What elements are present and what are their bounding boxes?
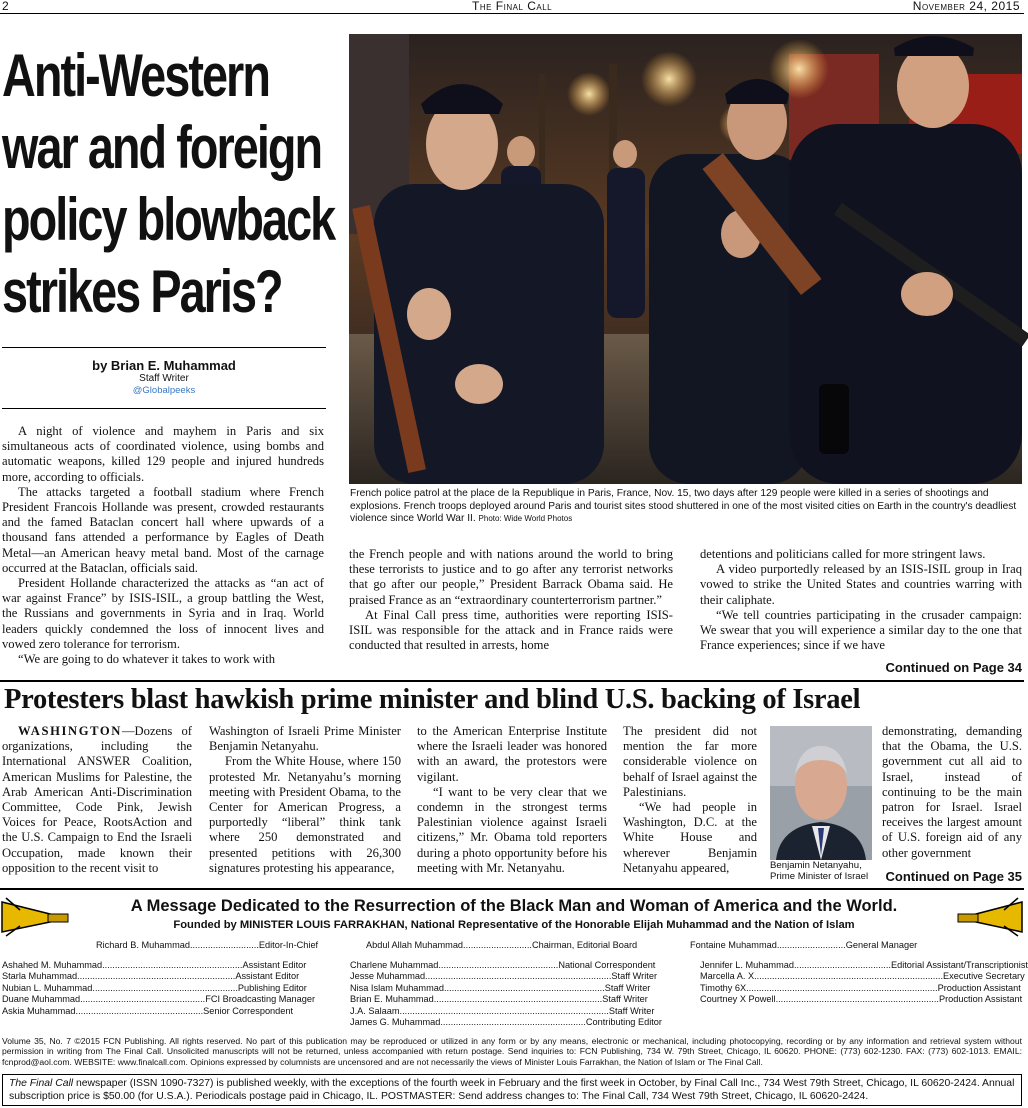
publication-name: The Final Call <box>472 0 553 13</box>
second-column-1 <box>2 724 192 880</box>
staff-entry: Charlene Muhammad...............................................National Correspondent <box>350 960 656 970</box>
byline-title: Staff Writer <box>139 373 189 384</box>
issue-date: November 24, 2015 <box>912 0 1020 13</box>
staff-entry: Brian E. Muhammad..................................................................Staff Writer <box>350 994 648 1005</box>
staff-entry: James G. Muhammad.........................................................Contributing Editor <box>350 1017 662 1028</box>
lead-column-1 <box>2 424 324 670</box>
masthead-rule <box>0 888 1024 890</box>
postal-notice-box <box>2 1074 1022 1106</box>
paragraph: At Final Call press time, authorities were reporting ISIS-ISIL was responsible for the attack and in France raids were conducted that resulted in arrests, home <box>349 607 673 653</box>
dateline: WASHINGTON <box>18 724 122 738</box>
paragraph: the French people and with nations around the world to bring these terrorists to justice and to go after any terrorist networks that go after our people,” President Barrack Obama said. He praised France as an “extraordinary counterterrorism partner.” <box>349 547 673 607</box>
staff-entry: Abdul Allah Muhammad...........................Chairman, Editorial Board <box>366 940 638 950</box>
headline-rule <box>2 347 326 348</box>
netanyahu-photo-caption <box>770 860 874 883</box>
staff-entry: Marcella A. X..........................................................................Executive Secretary <box>700 971 1025 982</box>
staff-entry: Nisa Islam Muhammad...............................................................Staff Writer <box>350 982 651 993</box>
paragraph: President Hollande characterized the attacks as “an act of war against France” by ISIS-ISIL, a group battling the West, the Russians and governments in Syria and in Iraq. World leaders quickly condemned the loss of innocent lives and vowed zero tolerance for terrorism. <box>2 576 324 651</box>
lead-headline: Anti-Western war and foreign policy blowback strikes Paris? <box>2 42 335 325</box>
lead-continued-link[interactable]: Continued on Page 34 <box>885 660 1022 675</box>
lead-column-3 <box>700 547 1022 653</box>
staff-entry: J.A. Salaam..................................................................................Staff Writer <box>350 1005 655 1016</box>
staff-column-3 <box>700 960 1028 1006</box>
second-column-2 <box>209 724 401 880</box>
masthead-message: A Message Dedicated to the Resurrection of the Black Man and Woman of America and the World. <box>130 897 898 915</box>
lead-column-2 <box>349 547 673 671</box>
paragraph: “We had people in Washington, D.C. at the White House and wherever Benjamin Netanyahu appeared, <box>623 800 757 875</box>
paper-name: The Final Call <box>9 1078 74 1089</box>
staff-top-3 <box>690 940 930 951</box>
lead-photo-caption <box>350 488 1022 526</box>
staff-entry: Richard B. Muhammad...........................Editor-In-Chief <box>96 940 319 950</box>
second-headline: Protesters blast hawkish prime minister and blind U.S. backing of Israel <box>4 684 861 715</box>
staff-top-2 <box>366 940 656 951</box>
staff-entry: Nubian L. Muhammad.........................................................Publishing Editor <box>2 982 307 993</box>
paragraph: A video purportedly released by an ISIS-ISIL group in Iraq vowed to strike the United States and countries warring with their caliphate. <box>700 562 1022 607</box>
paragraph: “We are going to do whatever it takes to work with <box>18 652 276 667</box>
trumpet-icon <box>0 892 70 940</box>
masthead-founded: Founded by MINISTER LOUIS FARRAKHAN, National Representative of the Honorable Elijah Muhammad and the Nation of Islam <box>173 919 855 931</box>
staff-entry: Starla Muhammad..............................................................Assistant Editor <box>2 971 300 982</box>
paragraph: From the White House, where 150 protested Mr. Netanyahu’s morning meeting with President Obama, to the Center for American Progress, a purportedly “liberal” think tank where 250 demonstrated and presented petitions with 26,300 signatures protesting his appearance, <box>209 754 401 875</box>
staff-entry: Duane Muhammad.................................................FCI Broadcasting Manager <box>2 994 316 1005</box>
section-rule <box>0 680 1024 682</box>
trumpet-icon <box>958 892 1024 940</box>
byline-rule <box>2 408 326 409</box>
copyright-notice: Volume 35, No. 7 ©2015 FCN Publishing. All rights reserved. No part of this publication may be reproduced or utilized in any form or by any means, electronic or mechanical, including photocopying, recording or by any information and retrieval system without permission in writing from The Final Call. Unsolicited manuscripts will not be returned, unless accompanied with return postage. Send inquiries to: FCN Publishing, 734 W. 79th Street, Chicago, IL 60620. PHONE: (773) 602-1230. FAX: (773) 602-1013. EMAIL: fcnprod@aol.com. WEBSITE: www.finalcall.com. Opinions expressed by columnists are uncensored and are not necessarily the views of Minister Louis Farrakhan, the Nation of Islam or The Final Call. <box>2 1036 1022 1067</box>
byline: by Brian E. Muhammad <box>92 358 236 373</box>
second-continued-link[interactable]: Continued on Page 35 <box>885 869 1022 884</box>
byline-handle[interactable]: @Globalpeeks <box>132 385 196 396</box>
staff-entry: Timothy 6X...........................................................................Production Assistant <box>700 982 1021 993</box>
paragraph: —Dozens of organizations, including the International ANSWER Coalition, American Muslims for Palestine, the Arab American Anti-Discrimination Committee, Code Pink, Jewish Voices for Peace, RootsAction and the U.S. Campaign to End the Israeli Occupation, made known their opposition to the recent visit to <box>2 724 192 875</box>
staff-entry: Askia Muhammad..................................................Senior Correspondent <box>2 1005 294 1016</box>
page-number: 2 <box>2 0 9 13</box>
staff-top-1 <box>96 940 336 951</box>
paragraph: A night of violence and mayhem in Paris and six simultaneous acts of coordinated violence, using bombs and automatic weapons, killed 129 people and injured hundreds more, according to officials. <box>2 424 324 484</box>
caption-line: Prime Minister of Israel <box>770 871 869 883</box>
caption-line: Benjamin Netanyahu, <box>770 860 862 871</box>
paragraph: Washington of Israeli Prime Minister Benjamin Netanyahu. <box>209 724 401 754</box>
portrait-photo <box>770 726 872 860</box>
byline-block <box>2 358 326 397</box>
paragraph: The president did not mention the far more considerable violence on behalf of Israel against the Palestinians. <box>623 724 757 799</box>
staff-column-2 <box>350 960 674 1028</box>
caption-text: French police patrol at the place de la Republique in Paris, France, Nov. 15, two days after 129 people were killed in a series of shootings and explosions. French troops deployed around Paris and tourist sites stood shuttered in one of the most visited cities on Earth in the country's deadliest violence since World War II. <box>350 488 1017 525</box>
lead-headline-wrap <box>2 40 338 340</box>
lead-photo <box>349 34 1022 484</box>
paragraph: demonstrating, demanding that the Obama, the U.S. government cut all aid to Israel, instead of continuing to be the main patron for Israel. Israel receives the largest amount of U.S. foreign aid of any other government <box>882 724 1022 860</box>
staff-entry: Jesse Muhammad.........................................................................Staff Writer <box>350 971 658 982</box>
second-column-4 <box>623 724 757 880</box>
second-column-3 <box>417 724 607 880</box>
second-column-5 <box>882 724 1022 866</box>
folio-bar <box>0 0 1024 14</box>
paragraph: The attacks targeted a football stadium where French President Francois Hollande was present, crowded restaurants and the famed Bataclan concert hall where upwards of a thousand fans attended a performance by Eagles of Death Metal—an American heavy metal band. Most of the carnage occurred at the Bataclan, officials said. <box>2 484 324 575</box>
staff-entry: Ashahed M. Muhammad.......................................................Assistant Editor <box>2 960 307 970</box>
paragraph: “I want to be very clear that we condemn in the strongest terms Palestinian violence against Israeli citizens,” Mr. Obama told reporters during a photo opportunity before his meeting with Mr. Netanyahu. <box>417 784 607 875</box>
photo-credit: Photo: Wide World Photos <box>478 514 573 524</box>
paragraph: detentions and politicians called for more stringent laws. <box>700 547 986 561</box>
staff-entry: Fontaine Muhammad...........................General Manager <box>690 940 918 950</box>
police-patrol-photo <box>349 34 1022 484</box>
staff-entry: Courtney X Powell................................................................Production Assistant <box>700 994 1023 1005</box>
staff-column-1 <box>2 960 324 1017</box>
paragraph: “We tell countries participating in the crusader campaign: We swear that you will experience a similar day to the one that France experiences; since if we have <box>700 607 1022 653</box>
staff-entry: Jennifer L. Muhammad......................................Editorial Assistant/Transcriptionist <box>700 960 1028 970</box>
netanyahu-photo <box>770 726 872 860</box>
paragraph: to the American Enterprise Institute where the Israeli leader was honored with an award, the protestors were vigilant. <box>417 724 607 784</box>
postal-text: newspaper (ISSN 1090-7327) is published weekly, with the exceptions of the fourth week in February and the first week in October, by Final Call Inc., 734 West 79th Street, Chicago, IL 60620-2424. Annual subscription price is $50.00 (for U.S.A.). Periodicals postage paid in Chicago, IL. POSTMASTER: Send address changes to: The Final Call, 734 West 79th Street, Chicago, IL 60620-2424. <box>9 1078 1015 1102</box>
